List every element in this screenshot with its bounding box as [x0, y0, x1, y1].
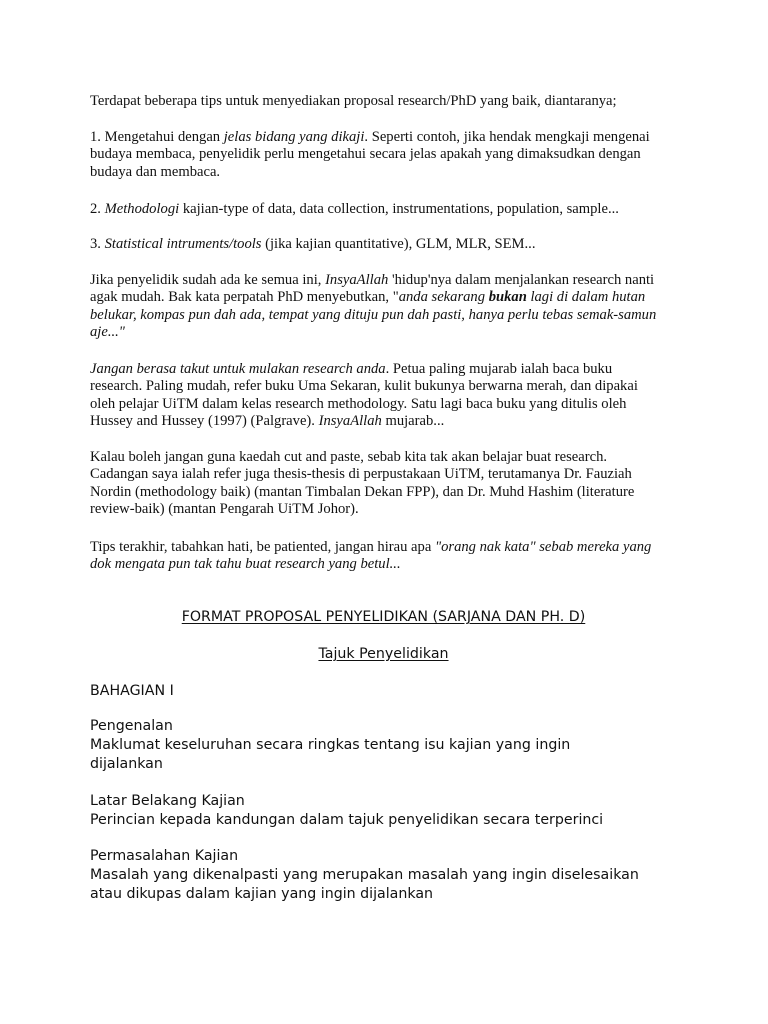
tip-1-line-1-rest: . Seperti contoh, jika hendak mengkaji mengenai: [364, 129, 650, 145]
p6-line-2: Cadangan saya ialah refer juga thesis-thesis di perpustakaan UiTM, terutamanya Dr. Fauziah: [90, 466, 632, 483]
item-desc-line: Perincian kepada kandungan dalam tajuk penyelidikan secara terperinci: [90, 812, 604, 828]
p5-line-4: [90, 413, 444, 429]
p6-line-3: Nordin (methodology baik) (mantan Timbalan Dekan FPP), dan Dr. Muhd Hashim (literature: [90, 483, 635, 500]
paragraph-tips-terakhir: [90, 539, 690, 574]
p4-line-2: [90, 289, 645, 305]
p4-line-2-text: agak mudah. Bak kata perpatah PhD menyebutkan, ": [90, 289, 399, 306]
format-subheading: Tajuk Penyelidikan: [318, 646, 449, 662]
format-item-pengenalan: [90, 717, 690, 774]
item-title: Pengenalan: [90, 718, 173, 734]
p5-line-3: oleh pelajar UiTM dalam kelas research methodology. Satu lagi baca buku yang ditulis oleh: [90, 395, 627, 412]
p4-italic-2: anda sekarang: [398, 289, 489, 306]
tip-2-paragraph: [90, 201, 690, 218]
p4-text-a: Jika penyelidik sudah ada ke semua ini,: [90, 272, 326, 288]
p4-line-3: belukar, kompas pun dah ada, tempat yang dituju pun dah pasti, hanya perlu tebas semak-samun: [90, 306, 657, 323]
p5-line-4-italic: InsyaAllah: [318, 413, 382, 430]
p4-bold: bukan: [488, 289, 527, 306]
p4-text-b: 'hidup'nya dalam menjalankan research nanti: [388, 272, 655, 288]
format-item-permasalahan: [90, 847, 690, 904]
p4-line-4: aje...": [90, 324, 125, 341]
item-desc-line: dijalankan: [90, 756, 163, 772]
p5-line-1: [90, 361, 612, 377]
p5-line-4a: Hussey and Hussey (1997) (Palgrave).: [90, 413, 319, 430]
tip-1-italic: jelas bidang yang dikaji: [223, 129, 365, 145]
p4-line-1: [90, 272, 654, 288]
p7-italic-1: "orang nak kata" sebab mereka yang: [434, 539, 652, 555]
tip-3-paragraph: [90, 236, 690, 253]
section-heading: BAHAGIAN I: [90, 683, 174, 699]
item-desc-line: Maklumat keseluruhan secara ringkas tentang isu kajian yang ingin: [90, 737, 571, 753]
p5-line-4b: mujarab...: [381, 413, 445, 430]
p7-line-1: [90, 539, 651, 555]
tip-1-line-3: budaya dan membaca.: [90, 163, 221, 180]
tip-2-number: 2.: [90, 201, 105, 217]
tip-3-italic: Statistical intruments/tools: [104, 236, 262, 252]
tip-2-rest: kajian-type of data, data collection, instrumentations, population, sample...: [179, 201, 619, 217]
p7-text-a: Tips terakhir, tabahkan hati, be patiented, jangan hirau apa: [90, 539, 435, 555]
p4-italic-3: lagi di dalam hutan: [526, 289, 646, 306]
format-heading: FORMAT PROPOSAL PENYELIDIKAN (SARJANA DAN PH. D): [181, 609, 586, 625]
intro-text: Terdapat beberapa tips untuk menyediakan proposal research/PhD yang baik, diantaranya;: [90, 93, 617, 109]
item-desc-line: Masalah yang dikenalpasti yang merupakan masalah yang ingin diselesaikan: [90, 867, 639, 883]
tip-2-italic: Methodologi: [104, 201, 180, 217]
paragraph-cut-paste: [90, 449, 690, 519]
tip-1-number: 1. Mengetahui dengan: [90, 129, 224, 145]
item-desc-line: atau dikupas dalam kajian yang ingin dijalankan: [90, 886, 434, 902]
format-item-latar-belakang: [90, 792, 690, 830]
p6-line-1: Kalau boleh jangan guna kaedah cut and paste, sebab kita tak akan belajar buat research.: [90, 449, 608, 465]
p7-line-2: dok mengata pun tak tahu buat research yang betul...: [90, 556, 401, 573]
tip-3-rest: (jika kajian quantitative), GLM, MLR, SEM...: [261, 236, 536, 252]
tip-1-line-2: budaya membaca, penyelidik perlu mengetahui secara jelas apakah yang dimaksudkan dengan: [90, 146, 641, 163]
tip-3-number: 3.: [90, 236, 105, 252]
p5-line-1-rest: . Petua paling mujarab ialah baca buku: [385, 361, 613, 377]
paragraph-insyaallah: [90, 272, 690, 342]
item-title: Permasalahan Kajian: [90, 848, 239, 864]
tip-1-line-1: [90, 129, 650, 145]
p6-line-4: review-baik) (mantan Pengarah UiTM Johor).: [90, 501, 359, 518]
paragraph-jangan-takut: [90, 361, 690, 431]
intro-paragraph: [90, 93, 690, 110]
item-title: Latar Belakang Kajian: [90, 793, 245, 809]
p4-italic-1: InsyaAllah: [325, 272, 389, 288]
p5-line-2: research. Paling mudah, refer buku Uma Sekaran, kulit bukunya berwarna merah, dan dipakai: [90, 378, 638, 395]
p5-italic: Jangan berasa takut untuk mulakan research anda: [90, 361, 386, 377]
tip-1-paragraph: [90, 129, 690, 181]
